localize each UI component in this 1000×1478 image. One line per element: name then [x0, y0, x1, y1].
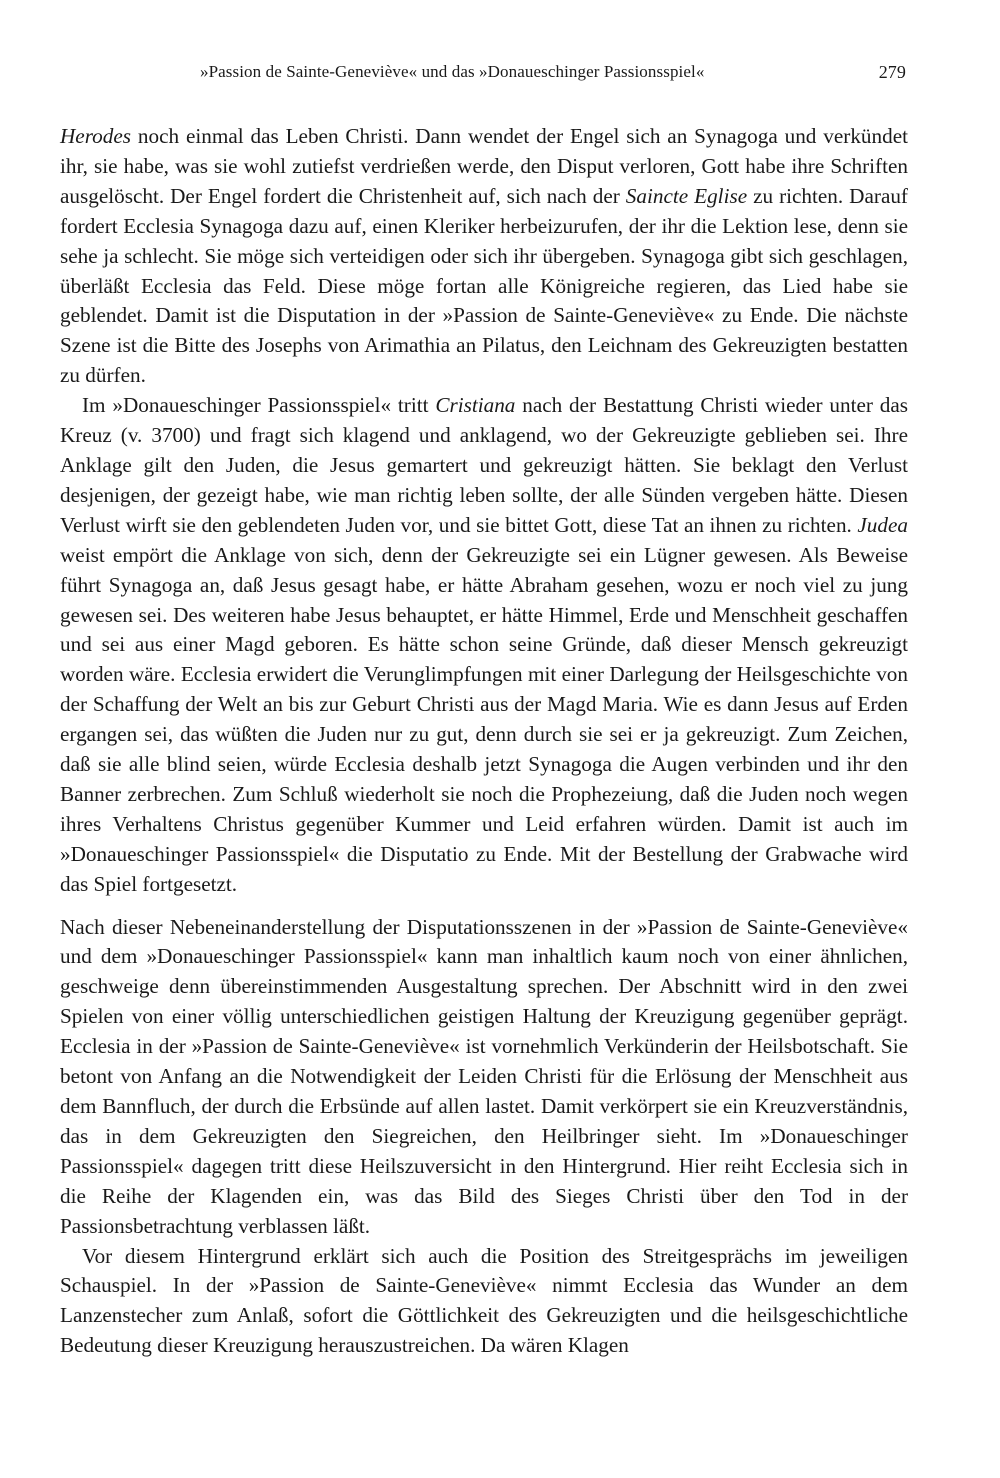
- book-page: [60, 62, 908, 1361]
- paragraph: [60, 122, 908, 391]
- text-run: noch einmal das Leben Christi. Dann wendet der Engel sich an Synagoga und verkündet ihr, sie habe, was sie wohl zutiefst verdrießen werde, den Disput verloren, Gott habe ihre Schriften ausgelöscht. Der Engel fordert die Christenheit auf, sich nach der: [60, 124, 908, 208]
- text-run: nach der Bestattung Christi wieder unter das Kreuz (v. 3700) und fragt sich klagend und anklagend, wo der Gekreuzigte geblieben sei. Ihre Anklage gilt den Juden, die Jesus gemartert und gekreuzigt hätten. Sie beklagt den Verlust desjenigen, der gezeigt habe, wie man richtig leben sollte, der alle Sünden vergeben hätte. Diesen Verlust wirft sie den geblendeten Juden vor, und sie bittet Gott, diese Tat an ihnen zu richten.: [60, 393, 908, 537]
- text-run: Vor diesem Hintergrund erklärt sich auch die Position des Streitgesprächs im jeweiligen Schauspiel. In der »Passion de Sainte-Geneviève« nimmt Ecclesia das Wunder an dem Lanzenstecher zum Anlaß, sofort die Göttlichkeit des Gekreuzigten und die heilsgeschichtliche Bedeutung dieser Kreuzigung herauszustreichen. Da wären Klagen: [60, 1243, 908, 1358]
- paragraph: [60, 1242, 908, 1362]
- text-run-italic: Saincte Eglise: [625, 183, 748, 208]
- text-run: Im »Donaueschinger Passionsspiel« tritt: [82, 393, 436, 418]
- running-title: »Passion de Sainte-Geneviève« und das »Donaueschinger Passionsspiel«: [200, 62, 705, 81]
- paragraph: [60, 391, 908, 899]
- text-run: Nach dieser Nebeneinanderstellung der Disputationsszenen in der »Passion de Sainte-Geneviève« und dem »Donaueschinger Passionsspiel« kann man inhaltlich kaum noch von einer ähnlichen, geschweige denn übereinstimmenden Ausgestaltung sprechen. Der Abschnitt wird in den zwei Spielen von einer völlig unterschiedlichen geistigen Haltung der Kreuzigung gegenüber geprägt. Ecclesia in der »Passion de Sainte-Geneviève« ist vornehmlich Verkünderin der Heilsbotschaft. Sie betont von Anfang an die Notwendigkeit der Leiden Christi für die Erlösung der Menschheit aus dem Bannfluch, der durch die Erbsünde auf allen lastet. Damit verkörpert sie ein Kreuzverständnis, das in dem Gekreuzigten den Siegreichen, den Heilbringer sieht. Im »Donaueschinger Passionsspiel« dagegen tritt diese Heilszuversicht in den Hintergrund. Hier reiht Ecclesia sich in die Reihe der Klagenden ein, was das Bild des Sieges Christi über den Tod in der Passionsbetrachtung verblassen läßt.: [60, 914, 908, 1238]
- text-run-italic: Judea: [857, 512, 908, 537]
- running-head: [60, 62, 908, 90]
- text-run: zu richten. Darauf fordert Ecclesia Synagoga dazu auf, einen Kleriker herbeizurufen, der ihr die Lektion lese, denn sie sehe ja schlecht. Sie möge sich verteidigen oder sich ihr übergeben. Synagoga gibt sich geschlagen, überläßt Ecclesia das Feld. Diese möge fortan alle Königreiche regieren, das Lied habe sie geblendet. Damit ist die Disputation in der »Passion de Sainte-Geneviève« zu Ende. Die nächste Szene ist die Bitte des Josephs von Arimathia an Pilatus, den Leichnam des Gekreuzigten bestatten zu dürfen.: [60, 183, 908, 388]
- paragraph: [60, 913, 908, 1242]
- page-number: 279: [878, 62, 906, 82]
- text-run-italic: Cristiana: [435, 393, 516, 418]
- text-run-italic: Herodes: [60, 124, 132, 148]
- body-text: [60, 122, 908, 1361]
- text-run: weist empört die Anklage von sich, denn der Gekreuzigte sei ein Lügner gewesen. Als Beweise führt Synagoga an, daß Jesus gesagt habe, er hätte Abraham gesehen, wozu er noch viel zu jung gewesen sei. Des weiteren habe Jesus behauptet, er hätte Himmel, Erde und Menschheit geschaffen und sei aus einer Magd geboren. Es hätte schon seine Gründe, daß dieser Mensch gekreuzigt worden wäre. Ecclesia erwidert die Verunglimpfungen mit einer Darlegung der Heilsgeschichte von der Schaffung der Welt an bis zur Geburt Christi aus der Magd Maria. Wie es dann Jesus auf Erden ergangen sei, das wüßten die Juden nur zu gut, denn durch sie sei er ja gekreuzigt. Zum Zeichen, daß sie alle blind seien, würde Ecclesia deshalb jetzt Synagoga die Augen verbinden und ihr den Banner zerbrechen. Zum Schluß wiederholt sie noch die Prophezeiung, daß die Juden noch wegen ihres Verhaltens Christus gegenüber Kummer und Leid erfahren würden. Damit ist auch im »Donaueschinger Passionsspiel« die Disputatio zu Ende. Mit der Bestellung der Grabwache wird das Spiel fortgesetzt.: [60, 542, 908, 896]
